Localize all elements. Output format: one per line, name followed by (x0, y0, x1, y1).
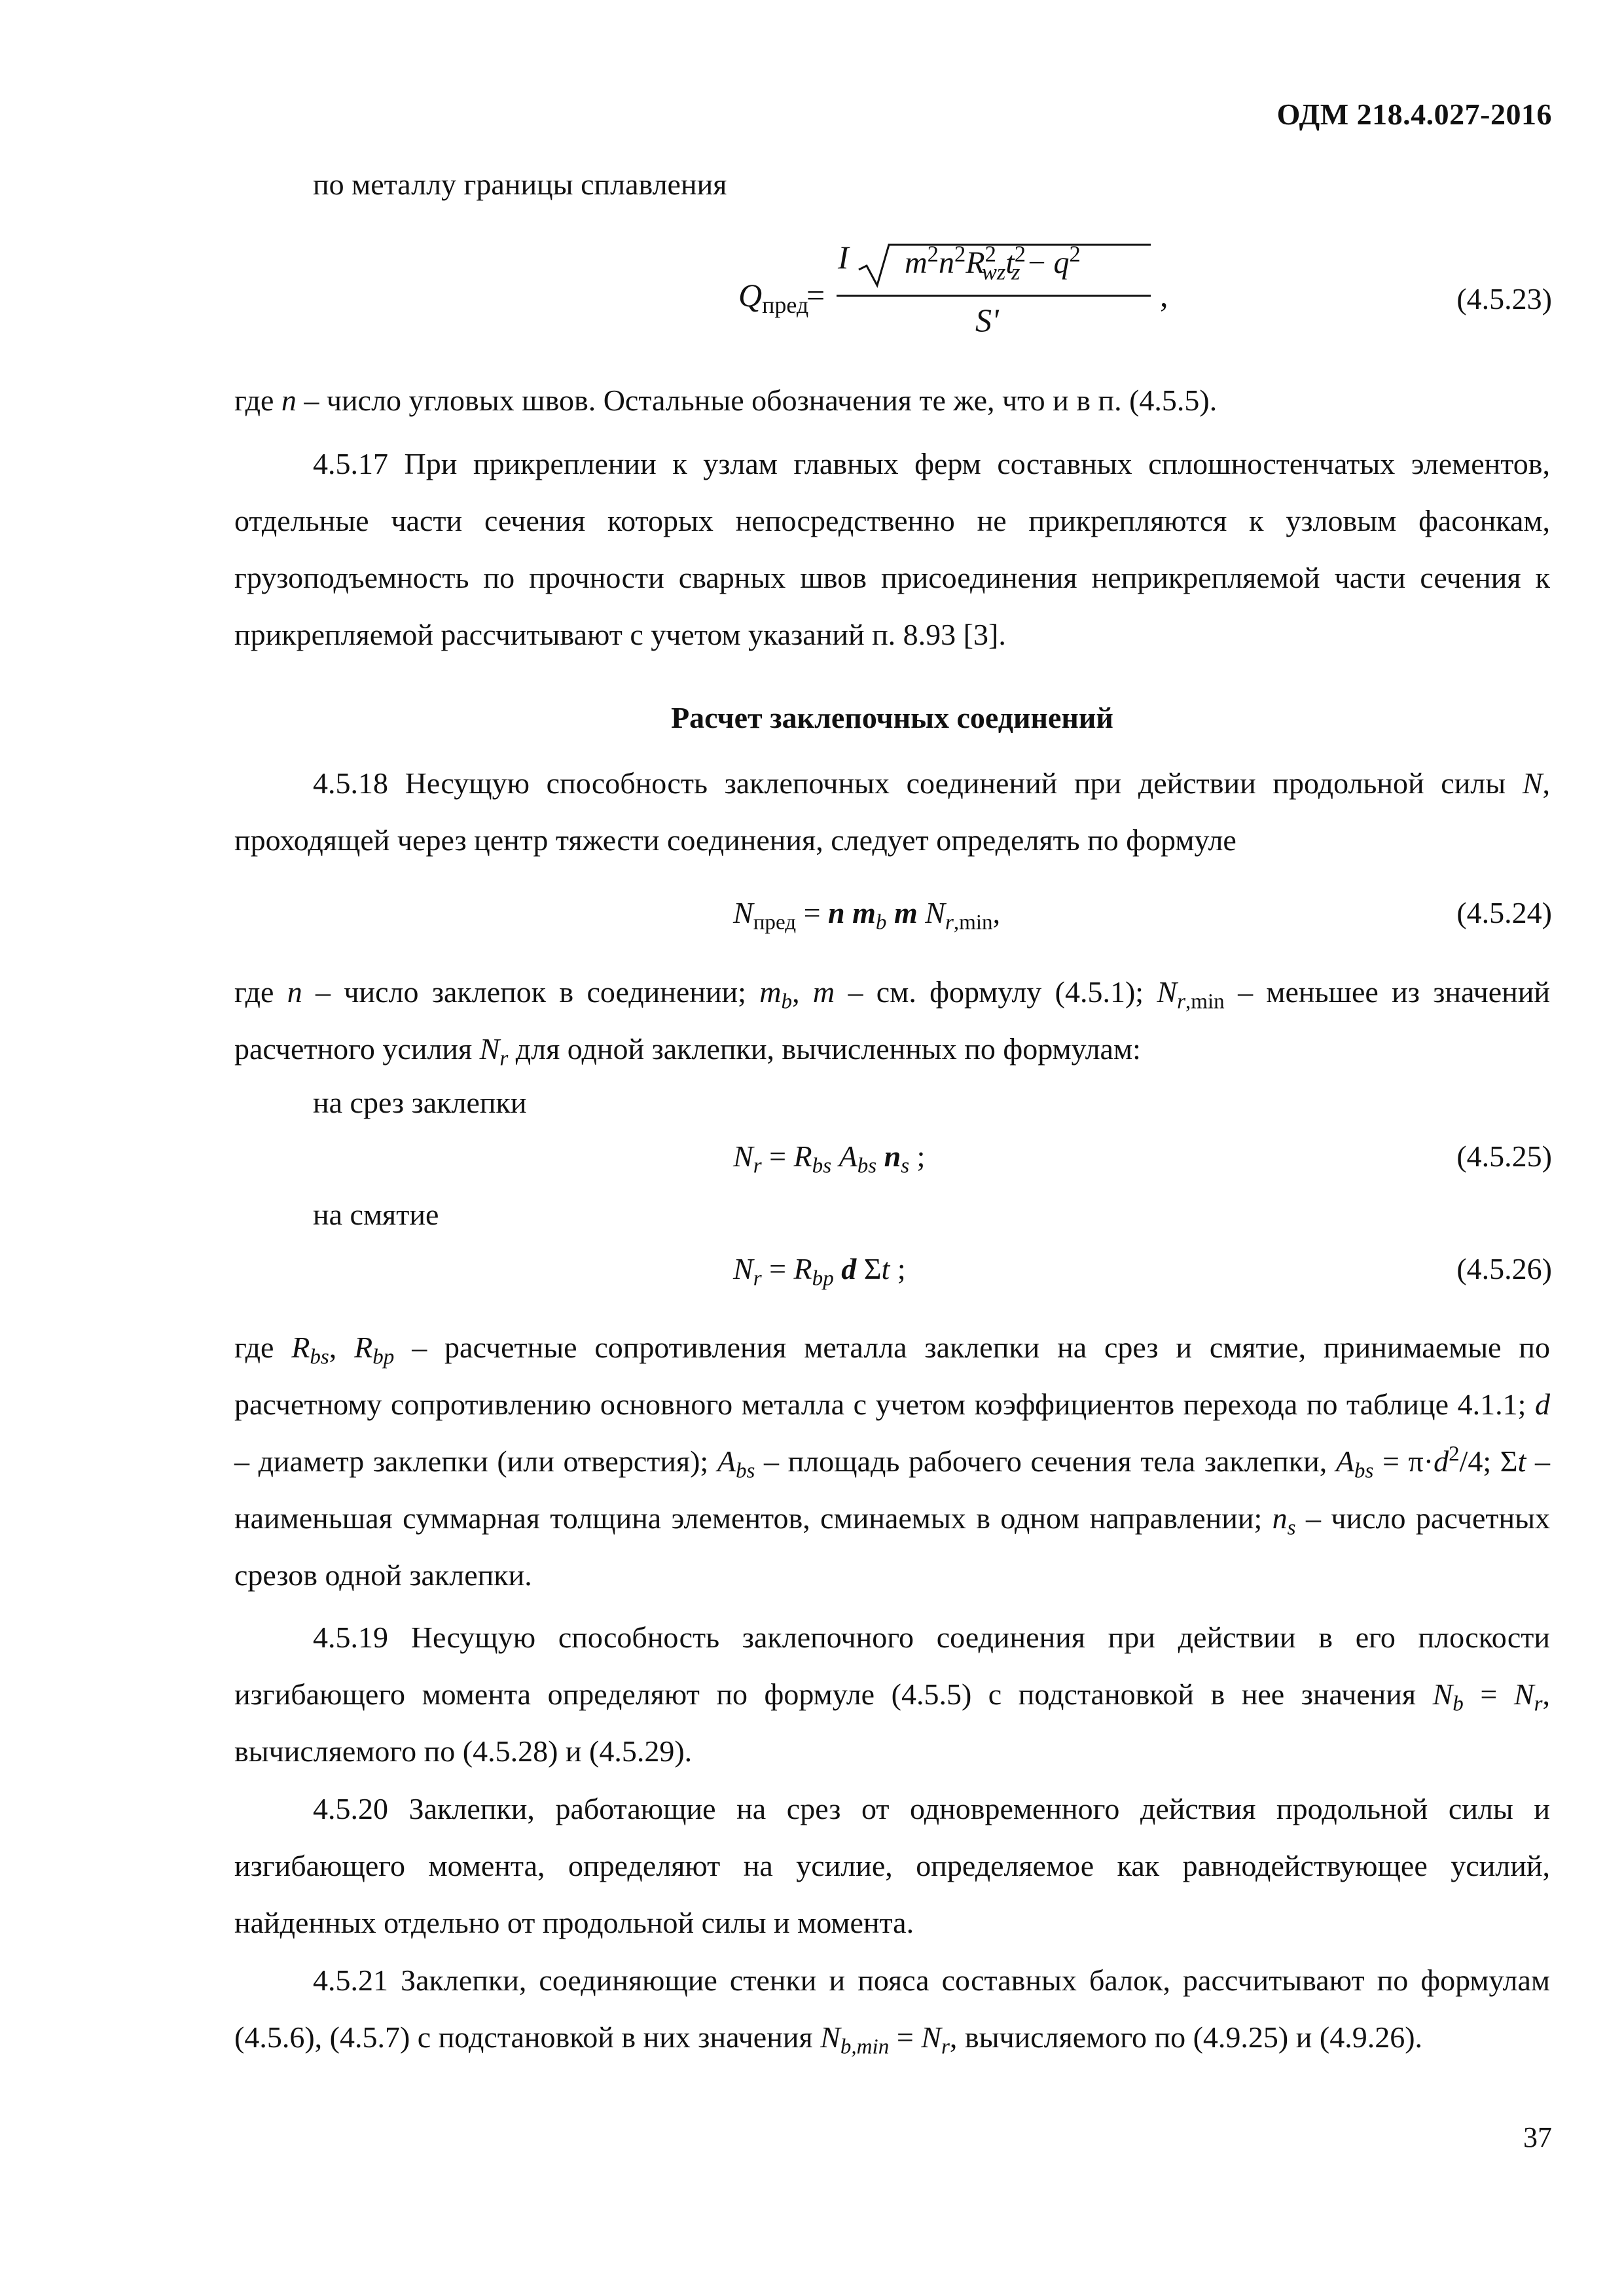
radicand: $m^2n^2R^2_{wz}t^2_z - q^2$ (905, 242, 1081, 285)
numerator-I: I (838, 239, 849, 276)
equation-number: (4.5.23) (1456, 282, 1552, 315)
formula-comma: , (1160, 277, 1168, 314)
equation-number: (4.5.25) (1456, 1139, 1552, 1173)
paragraph-4-5-20: 4.5.20 Заклепки, работающие на срез от одновременного действия продольной силы и изгибающего момента, определяют на усилие, определяемое как равнодействующее усилий, найденных отдельно от продольной силы и момента. (234, 1792, 1550, 1939)
where-n-line: где n – число угловых швов. Остальные обозначения те же, что и в п. (4.5.5). (234, 384, 1218, 417)
label-crush: на смятие (313, 1198, 439, 1231)
where-paragraph-3: где $R_{bs}$, $R_{bp}$ – расчетные сопротивления металла заклепки на срез и смятие, принимаемые по расчетному сопротивлению основного металла с учетом коэффициентов перехода по таблице 4.1.1; d – диаметр заклепки (или отверстия); $A_{bs}$ – площадь рабочего сечения тела заклепки, $A_{bs} = \pi\cdot d^2/4$; Σt – наименьшая суммарная толщина элементов, сминаемых в одном направлении; $n_s$ – число расчетных срезов одной заклепки. (234, 1331, 1551, 1592)
denominator: S' (975, 302, 999, 338)
equation-number: (4.5.26) (1456, 1252, 1552, 1285)
paragraph-4-5-18: 4.5.18 Несущую способность заклепочных соединений при действии продольной силы N, проходящей через центр тяжести соединения, следует определять по формуле (234, 766, 1550, 857)
paragraph-4-5-19: 4.5.19 Несущую способность заклепочного соединения при действии в его плоскости изгибающего момента определяют по формуле (4.5.5) с подстановкой в нее значения $N_b = N_r$, вычисляемого по (4.5.28) и (4.5.29). (234, 1621, 1550, 1768)
radical-sign (857, 242, 903, 288)
fraction-bar (837, 295, 1151, 298)
page-number: 37 (1523, 2121, 1552, 2153)
formula-lhs: $Q_{пред}$ (738, 277, 809, 319)
equals-sign: = (806, 277, 825, 314)
formula-4-5-26: $N_r = R_{bp}$ d Σt ; (733, 1252, 906, 1291)
label-shear: на срез заклепки (313, 1086, 527, 1119)
formula-4-5-24: $N_{пред} = n$ $m_b$ m $N_{r,min}$, (733, 896, 1001, 935)
paragraph-4-5-17: 4.5.17 При прикреплении к узлам главных ферм составных сплошностенчатых элементов, отдельные части сечения которых непосредственно не прикрепляются к узловым фасонкам, грузоподъемность по прочности сварных швов присоединения неприкрепляемой части сечения к прикрепляемой рассчитывают с учетом указаний п. 8.93 [3]. (234, 447, 1550, 651)
where-paragraph-2: где n – число заклепок в соединении; $m_b$, m – см. формулу (4.5.1); $N_{r,min}$ – меньшее из значений расчетного усилия $N_r$ для одной заклепки, вычисленных по формулам: (234, 975, 1550, 1071)
formula-4-5-23 (733, 237, 1168, 348)
equation-number: (4.5.24) (1456, 896, 1552, 929)
paragraph-4-5-21: 4.5.21 Заклепки, соединяющие стенки и пояса составных балок, рассчитывают по формулам (4.5.6), (4.5.7) с подстановкой в них значения $N_{b,min} = N_r$, вычисляемого по (4.9.25) и (4.9.26). (234, 1964, 1550, 2059)
section-heading: Расчет заклепочных соединений (671, 701, 1113, 734)
intro-line: по металлу границы сплавления (313, 168, 727, 201)
formula-4-5-25: $N_r = R_{bs}$ $A_{bs}$ $n_s$ ; (733, 1139, 926, 1178)
document-code: ОДМ 218.4.027-2016 (1276, 98, 1552, 131)
